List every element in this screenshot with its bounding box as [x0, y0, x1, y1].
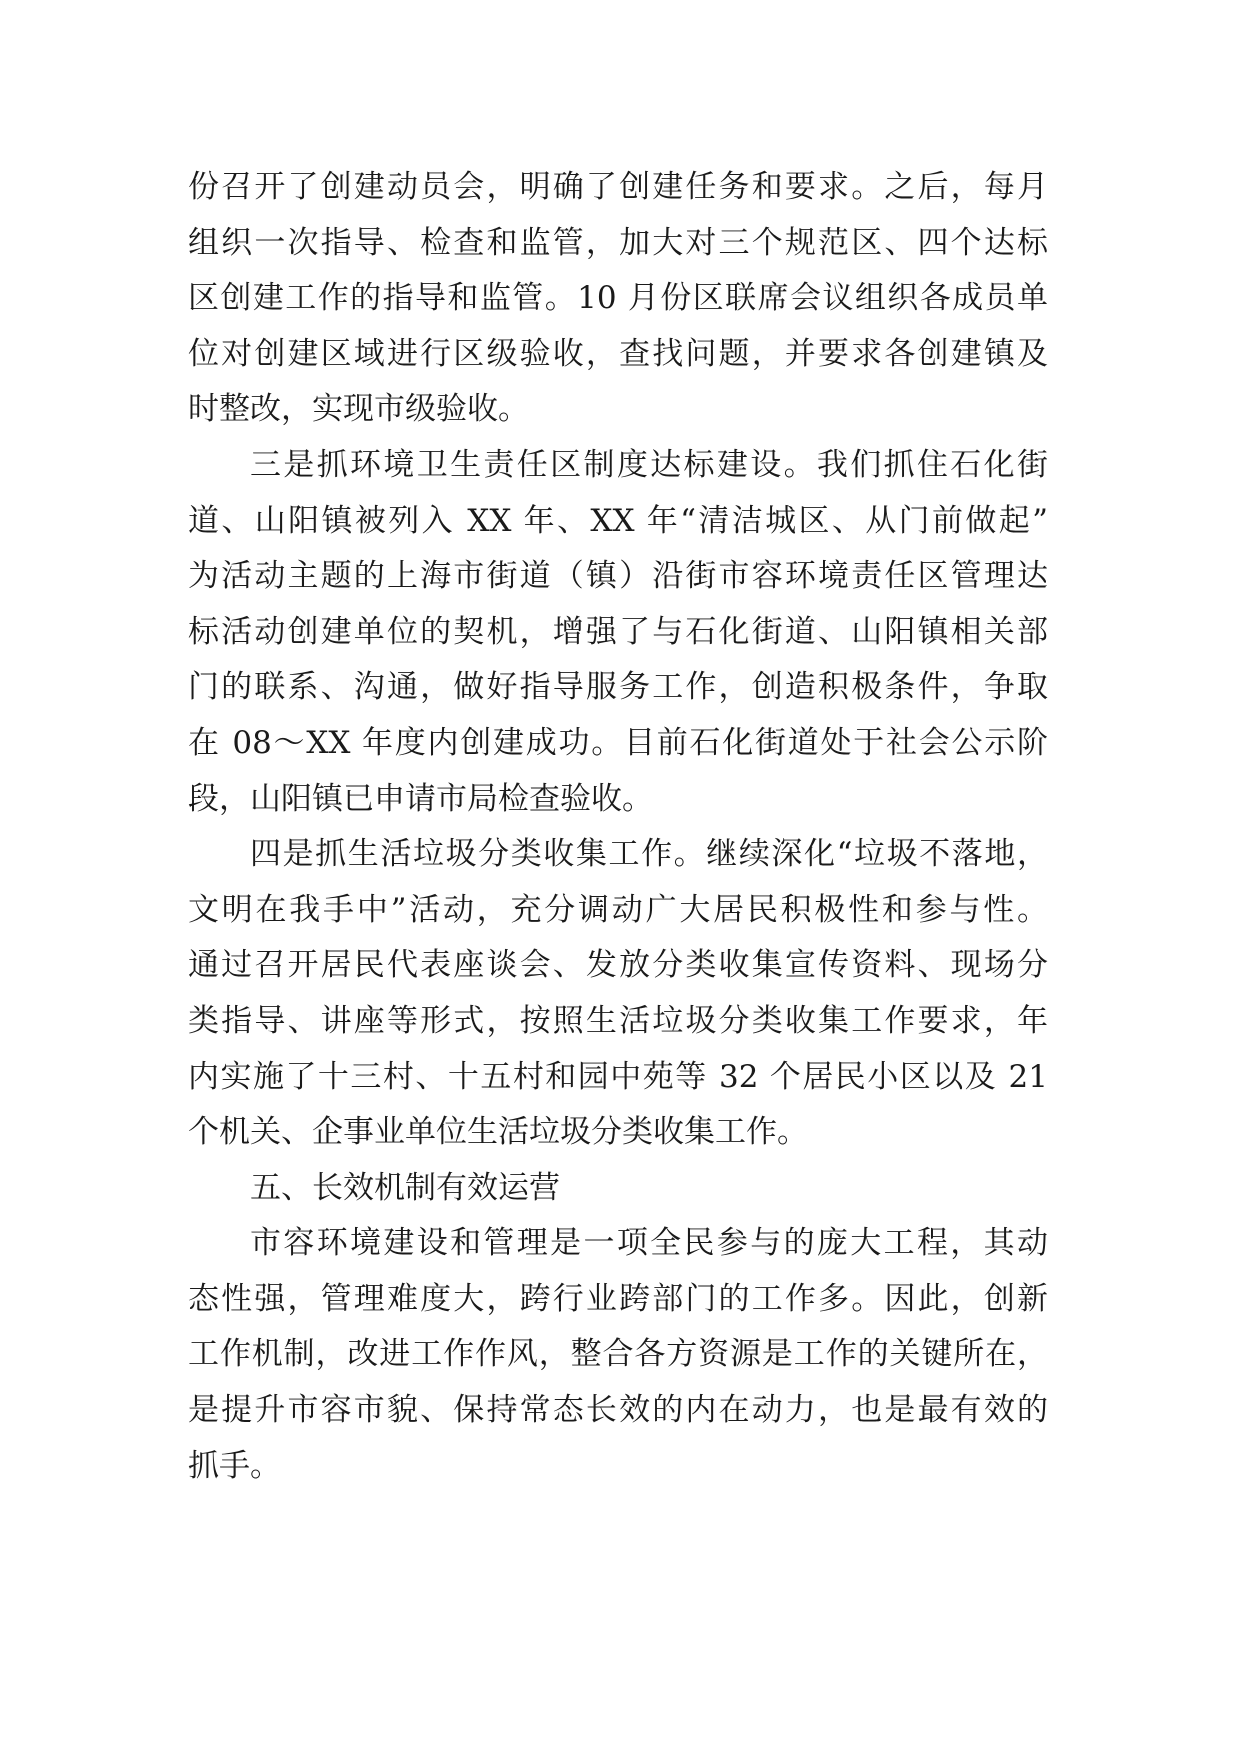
text-line: 段，山阳镇已申请市局检查验收。 — [188, 780, 653, 817]
text-line: 三是抓环境卫生责任区制度达标建设。我们抓住石化街 — [250, 446, 1048, 483]
text-line: 为活动主题的上海市街道（镇）沿街市容环境责任区管理达 — [188, 558, 1048, 595]
document-body — [188, 160, 1048, 1494]
text-line: 道、山阳镇被列入 XX 年、XX 年“清洁城区、从门前做起” — [188, 502, 1048, 539]
section-heading-text: 五、长效机制有效运营 — [250, 1169, 560, 1206]
text-line: 个机关、企事业单位生活垃圾分类收集工作。 — [188, 1114, 808, 1151]
text-line: 工作机制，改进工作作风，整合各方资源是工作的关键所在， — [188, 1336, 1048, 1373]
text-line: 文明在我手中”活动，充分调动广大居民积极性和参与性。 — [188, 891, 1048, 928]
text-line: 市容环境建设和管理是一项全民参与的庞大工程，其动 — [250, 1225, 1048, 1262]
paragraph-continuation — [188, 160, 1048, 438]
text-line: 通过召开居民代表座谈会、发放分类收集宣传资料、现场分 — [188, 947, 1048, 984]
text-line: 份召开了创建动员会，明确了创建任务和要求。之后，每月 — [188, 169, 1048, 205]
text-line: 类指导、讲座等形式，按照生活垃圾分类收集工作要求，年 — [188, 1002, 1048, 1039]
text-line: 时整改，实现市级验收。 — [188, 391, 529, 428]
text-line: 门的联系、沟通，做好指导服务工作，创造积极条件，争取 — [188, 669, 1048, 706]
text-line: 是提升市容市貌、保持常态长效的内在动力，也是最有效的 — [188, 1392, 1048, 1429]
paragraph-item-three — [188, 438, 1048, 827]
text-line: 内实施了十三村、十五村和园中苑等 32 个居民小区以及 21 — [188, 1058, 1048, 1095]
text-line: 组织一次指导、检查和监管，加大对三个规范区、四个达标 — [188, 224, 1048, 261]
text-line: 四是抓生活垃圾分类收集工作。继续深化“垃圾不落地， — [250, 836, 1048, 873]
text-line: 区创建工作的指导和监管。10 月份区联席会议组织各成员单 — [188, 280, 1048, 317]
paragraph-mechanism — [188, 1216, 1048, 1494]
text-line: 标活动创建单位的契机，增强了与石化街道、山阳镇相关部 — [188, 613, 1048, 650]
paragraph-item-four — [188, 827, 1048, 1161]
section-heading — [188, 1161, 1048, 1217]
text-line: 位对创建区域进行区级验收，查找问题，并要求各创建镇及 — [188, 335, 1048, 372]
text-line: 抓手。 — [188, 1447, 281, 1484]
text-line: 态性强，管理难度大，跨行业跨部门的工作多。因此，创新 — [188, 1280, 1048, 1317]
text-line: 在 08～XX 年度内创建成功。目前石化街道处于社会公示阶 — [188, 724, 1048, 761]
